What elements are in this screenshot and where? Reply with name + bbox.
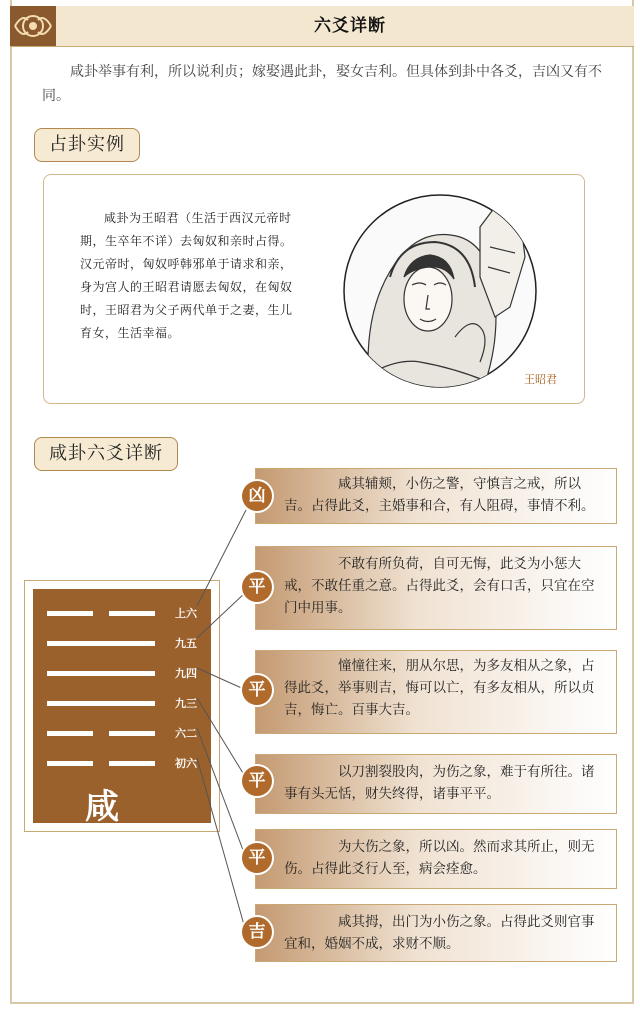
detail-section-title: 咸卦六爻详断: [34, 437, 178, 471]
line-detail-card: [255, 904, 617, 962]
line-detail-card: [255, 468, 617, 524]
intro-paragraph: 咸卦举事有利，所以说利贞；嫁娶遇此卦，娶女吉利。但具体到卦中各爻，吉凶又有不同。: [42, 64, 602, 104]
fortune-badge: 平: [242, 843, 272, 873]
fortune-badge: 凶: [242, 481, 272, 511]
portrait-caption: 王昭君: [524, 373, 557, 386]
line-label: 九三: [175, 697, 197, 710]
case-text: 咸卦为王昭君（生活于西汉元帝时期，生卒年不详）去匈奴和亲时占得。汉元帝时，匈奴呼韩邪单于请求和亲，身为宫人的王昭君请愿去匈奴，在匈奴时，王昭君为父子两代单于之妻，生儿育女，生活幸福。: [80, 211, 293, 340]
line-detail-text: 咸其拇，出门为小伤之象。占得此爻则官事宜和，婚姻不成，求财不顺。: [284, 914, 595, 952]
fortune-badge: 平: [242, 572, 272, 602]
hexagram-name: 咸: [85, 787, 119, 827]
page-title: 六爻详断: [314, 16, 386, 36]
line-detail-text: 憧憧往来，朋从尔思，为多友相从之象，占得此爻，举事则吉，悔可以亡，有多友相从，所以贞吉，悔亡。百事大吉。: [284, 658, 595, 718]
line-detail-text: 为大伤之象，所以凶。然而求其所止，则无伤。占得此爻行人至，病会痊愈。: [284, 839, 595, 877]
line-label: 九四: [175, 667, 197, 680]
fortune-badge: 平: [242, 766, 272, 796]
fortune-badge: 吉: [242, 917, 272, 947]
line-label: 六二: [175, 727, 197, 740]
line-label: 初六: [175, 757, 197, 770]
line-label: 上六: [175, 607, 197, 620]
line-detail-text: 以刀割裂股肉，为伤之象，难于有所往。诸事有头无恬，财失终得，诸事平平。: [284, 764, 595, 802]
line-detail-text: 咸其辅颊，小伤之警，守慎言之戒，所以吉。占得此爻，主婚事和合，有人阻碍，事情不利。: [284, 476, 595, 514]
line-detail-card: [255, 754, 617, 814]
line-detail-card: [255, 829, 617, 889]
line-label: 九五: [175, 637, 197, 650]
fortune-badge: 平: [242, 675, 272, 705]
line-detail-text: 不敢有所负荷，自可无悔，此爻为小惩大戒，不敢任重之意。占得此爻，会有口舌，只宜在空门中用事。: [284, 556, 595, 616]
case-section-title: 占卦实例: [34, 128, 140, 162]
line-detail-card: [255, 650, 617, 734]
line-detail-card: [255, 546, 617, 630]
